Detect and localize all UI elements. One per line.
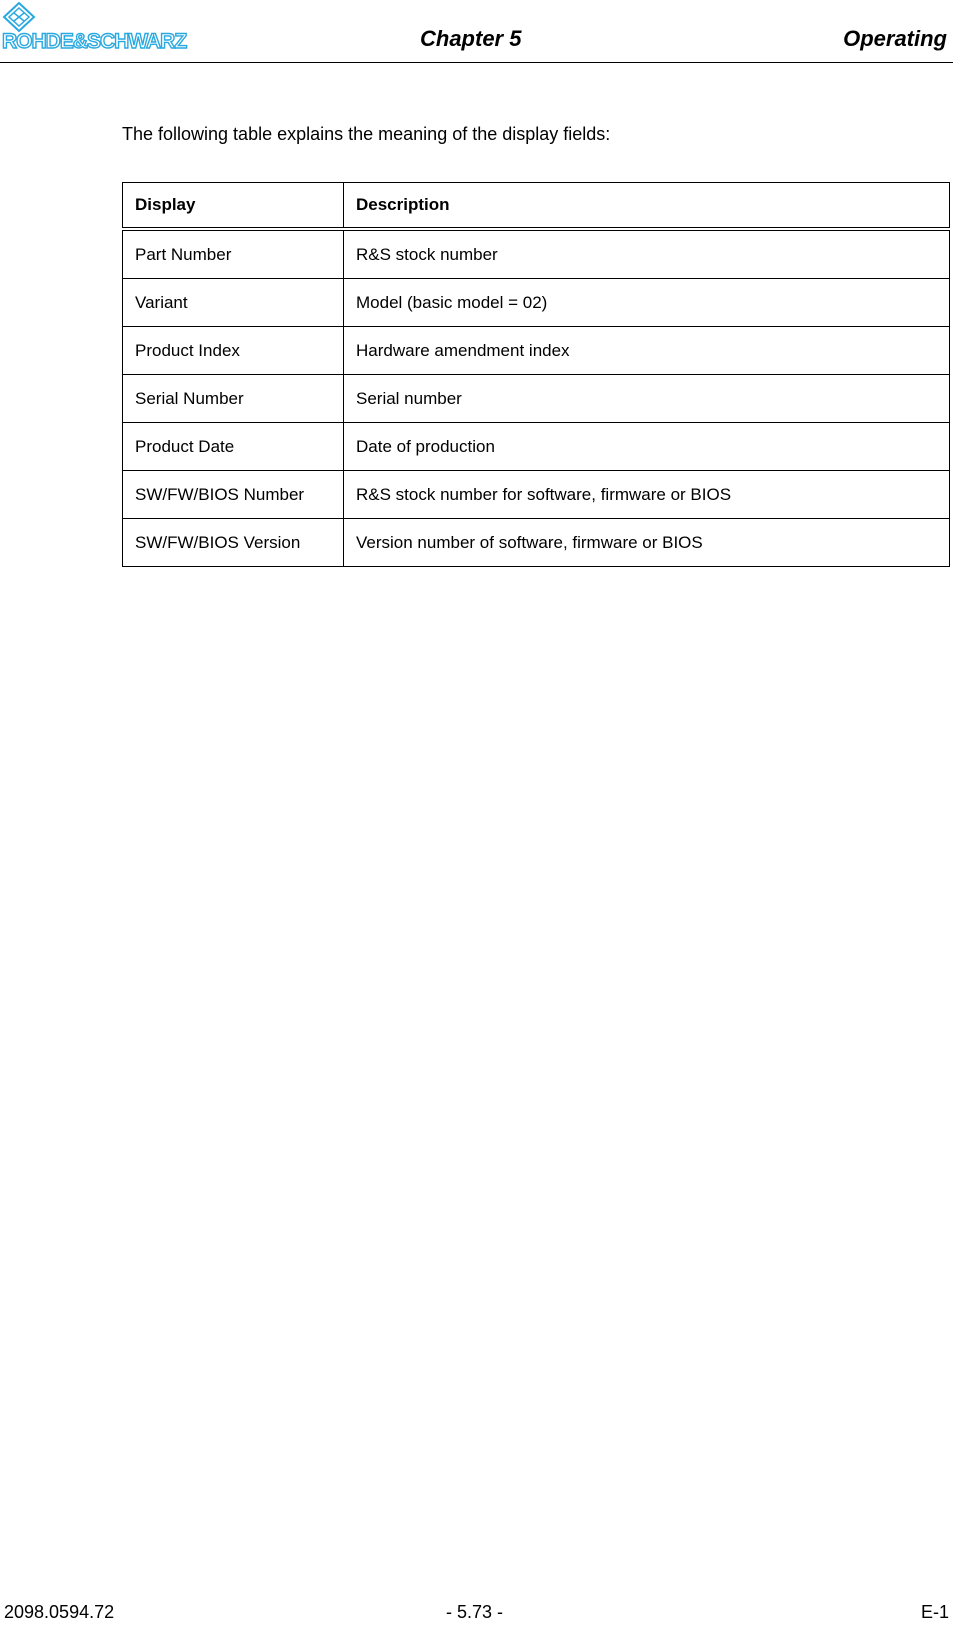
table-row xyxy=(123,423,950,471)
table-row xyxy=(123,471,950,519)
display-fields-table xyxy=(122,182,950,567)
table-row xyxy=(123,327,950,375)
page-header xyxy=(0,0,953,63)
table-header-row xyxy=(123,183,950,230)
company-logo xyxy=(0,0,225,56)
display-cell: SW/FW/BIOS Number xyxy=(123,471,344,519)
footer-page-number: - 5.73 - xyxy=(446,1602,504,1622)
table-row xyxy=(123,375,950,423)
description-cell: Serial number xyxy=(344,375,950,423)
table-row xyxy=(123,279,950,327)
display-cell: Product Index xyxy=(123,327,344,375)
logo-wordmark: ROHDE&SCHWARZ xyxy=(2,30,187,53)
description-cell: Hardware amendment index xyxy=(344,327,950,375)
table-row xyxy=(123,519,950,567)
description-cell: Version number of software, firmware or BIOS xyxy=(344,519,950,567)
intro-paragraph: The following table explains the meaning of the display fields: xyxy=(122,124,611,144)
section-title: Operating xyxy=(843,26,947,51)
display-cell: Serial Number xyxy=(123,375,344,423)
display-cell: Part Number xyxy=(123,229,344,279)
column-header-display: Display xyxy=(123,183,344,230)
footer-edition: E-1 xyxy=(920,1602,949,1622)
display-cell: Product Date xyxy=(123,423,344,471)
chapter-title: Chapter 5 xyxy=(420,26,522,51)
display-cell: Variant xyxy=(123,279,344,327)
rohde-schwarz-diamond-icon xyxy=(2,2,36,32)
description-cell: R&S stock number xyxy=(344,229,950,279)
description-cell: Date of production xyxy=(344,423,950,471)
footer-doc-number: 2098.0594.72 xyxy=(4,1602,115,1622)
description-cell: R&S stock number for software, firmware or BIOS xyxy=(344,471,950,519)
description-cell: Model (basic model = 02) xyxy=(344,279,950,327)
table-row xyxy=(123,229,950,279)
column-header-description: Description xyxy=(344,183,950,230)
display-cell: SW/FW/BIOS Version xyxy=(123,519,344,567)
